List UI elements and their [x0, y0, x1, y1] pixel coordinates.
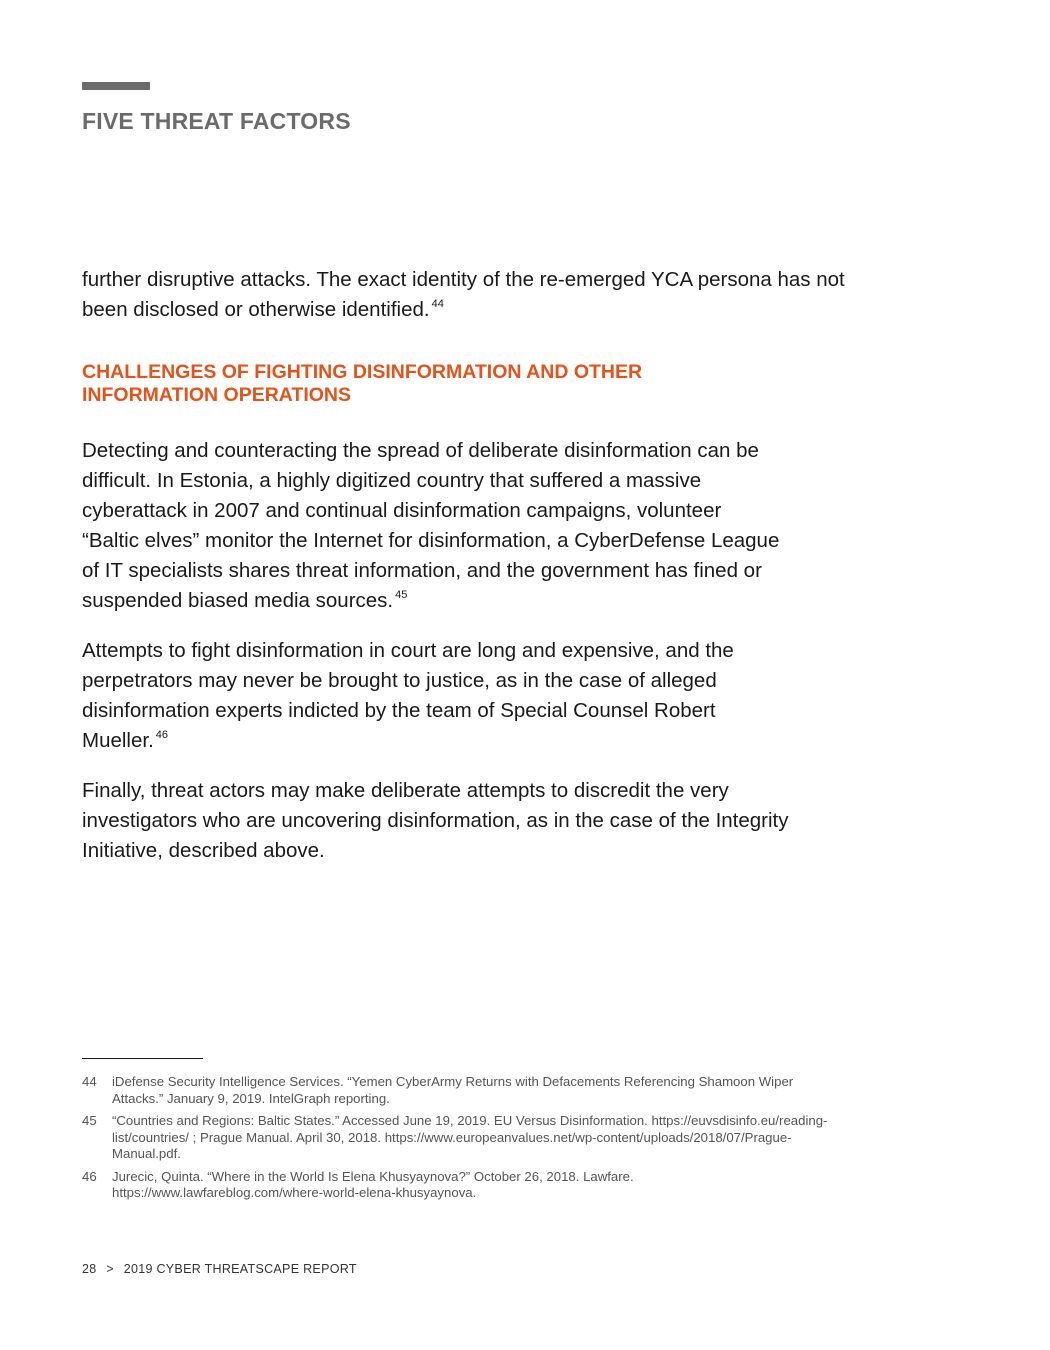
paragraph-3 — [82, 776, 802, 866]
footnote-ref-45[interactable]: 45 — [395, 589, 408, 601]
footnote-text: “Countries and Regions: Baltic States.” Accessed June 19, 2019. EU Versus Disinformation. https://euvsdisinfo.eu/reading-list/countries/ ; Prague Manual. April 30, 2018. https://www.europeanvalues.net/wp-content/uploads/2018/07/Prague-Manual.pdf. — [112, 1113, 828, 1161]
footnote-45 — [82, 1113, 842, 1163]
paragraph-3-text: Finally, threat actors may make deliberate attempts to discredit the very investigators who are uncovering disinformation, as in the case of the Integrity Initiative, described above. — [82, 779, 789, 862]
subheading: CHALLENGES OF FIGHTING DISINFORMATION AND OTHER INFORMATION OPERATIONS — [82, 361, 643, 406]
footnote-divider — [82, 1058, 203, 1059]
footnote-number: 44 — [82, 1074, 97, 1089]
intro-text: further disruptive attacks. The exact identity of the re-emerged YCA persona has not been disclosed or otherwise identified. — [82, 268, 845, 321]
footnote-number: 45 — [82, 1113, 97, 1128]
section-title: FIVE THREAT FACTORS — [82, 108, 351, 134]
paragraph-1 — [82, 436, 782, 616]
footnotes — [82, 1074, 842, 1208]
footnote-44 — [82, 1074, 842, 1107]
footnote-text: Jurecic, Quinta. “Where in the World Is Elena Khusyaynova?” October 26, 2018. Lawfare. https://www.lawfareblog.com/where-world-elena-khusyaynova. — [112, 1168, 634, 1200]
footnote-ref-44[interactable]: 44 — [431, 298, 444, 310]
page-number: 28 — [82, 1262, 97, 1276]
paragraph-1-text: Detecting and counteracting the spread of deliberate disinformation can be difficult. In Estonia, a highly digitized country that suffered a massive cyberattack in 2007 and continual disinformation campaigns, volunteer “Baltic elves” monitor the Internet for disinformation, a CyberDefense League of IT specialists shares threat information, and the government has fined or suspended biased media sources. — [82, 439, 780, 612]
footnote-46 — [82, 1169, 842, 1202]
section-accent-bar — [82, 82, 150, 90]
paragraph-2-text: Attempts to fight disinformation in court are long and expensive, and the perpetrators may never be brought to justice, as in the case of alleged disinformation experts indicted by the team of Special Counsel Robert Mueller. — [82, 639, 734, 752]
footnote-text: iDefense Security Intelligence Services. “Yemen CyberArmy Returns with Defacements Referencing Shamoon Wiper Attacks.” January 9, 2019. IntelGraph reporting. — [112, 1074, 794, 1106]
report-title: 2019 CYBER THREATSCAPE REPORT — [123, 1262, 357, 1276]
footnote-ref-46[interactable]: 46 — [155, 729, 169, 741]
intro-paragraph — [82, 265, 862, 325]
footer-separator: > — [106, 1262, 114, 1276]
footnote-number: 46 — [82, 1168, 97, 1184]
page-footer — [82, 1262, 363, 1276]
paragraph-2 — [82, 636, 807, 756]
